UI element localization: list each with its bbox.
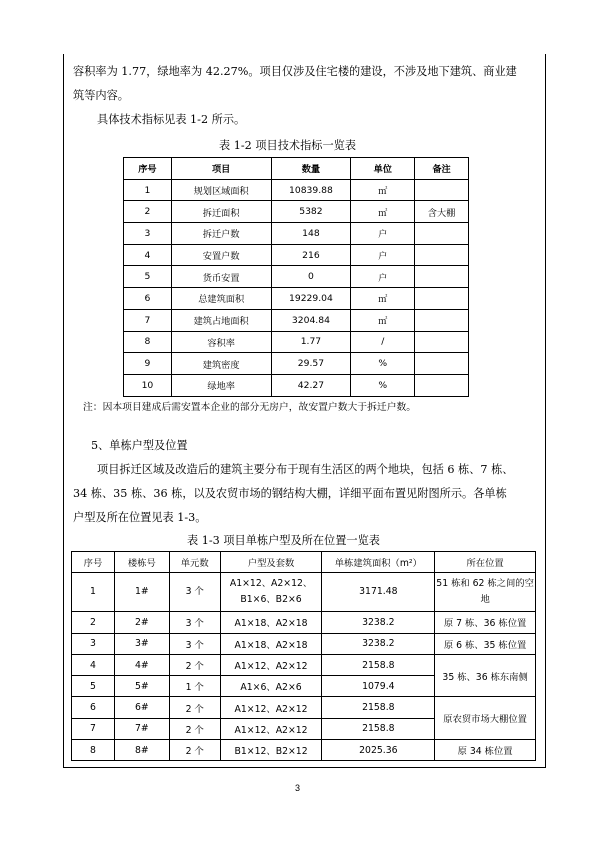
cell-type: B1×12、B2×12: [220, 740, 322, 761]
header-cell: 楼栋号: [114, 552, 169, 573]
building-layout-table: [71, 551, 536, 761]
cell-type: A1×6、A2×6: [220, 676, 322, 697]
table-row: [124, 179, 469, 201]
cell-type-line: B1×6、B2×6: [240, 594, 302, 606]
table-row: [124, 309, 469, 331]
cell-item: 拆迁面积: [171, 201, 271, 223]
cell-quantity: 1.77: [271, 331, 351, 353]
cell-units: 3 个: [169, 573, 220, 612]
cell-type: A1×18、A2×18: [220, 612, 322, 633]
technical-indicators-table: [123, 157, 469, 397]
cell-area: 2158.8: [322, 654, 435, 675]
cell-no: 2: [72, 612, 115, 633]
cell-no: 8: [124, 331, 172, 353]
cell-quantity: 5382: [271, 201, 351, 223]
cell-units: 3 个: [169, 612, 220, 633]
cell-units: 1 个: [169, 676, 220, 697]
header-cell: 单位: [351, 158, 415, 180]
cell-item: 货币安置: [171, 266, 271, 288]
cell-unit: 户: [351, 244, 415, 266]
cell-unit: ㎡: [351, 179, 415, 201]
cell-quantity: 29.57: [271, 353, 351, 375]
intro-line-3: 具体技术指标见表 1-2 所示。: [97, 113, 246, 126]
cell-remark: [415, 374, 469, 396]
cell-unit: 户: [351, 266, 415, 288]
cell-quantity: 148: [271, 223, 351, 245]
cell-no: 6: [72, 697, 115, 718]
cell-type-line: A1×12、A2×12、: [229, 578, 313, 590]
header-cell: 户型及套数: [220, 552, 322, 573]
cell-area: 3238.2: [322, 612, 435, 633]
header-cell: 序号: [124, 158, 172, 180]
table-row: [124, 288, 469, 310]
cell-remark: [415, 309, 469, 331]
section-5-line-3: 户型及所在位置见表 1-3。: [73, 511, 207, 524]
cell-remark: [415, 244, 469, 266]
cell-quantity: 10839.88: [271, 179, 351, 201]
header-cell: 备注: [415, 158, 469, 180]
cell-quantity: 42.27: [271, 374, 351, 396]
cell-quantity: 216: [271, 244, 351, 266]
cell-remark: [415, 266, 469, 288]
cell-building: 2#: [114, 612, 169, 633]
cell-building: 1#: [114, 573, 169, 612]
cell-building: 7#: [114, 718, 169, 739]
cell-location: 35 栋、36 栋东南侧: [435, 654, 536, 697]
cell-item: 建筑密度: [171, 353, 271, 375]
cell-location: 原 7 栋、36 栋位置: [435, 612, 536, 633]
table-row: [124, 201, 469, 223]
cell-location: 51 栋和 62 栋之间的空地: [435, 573, 536, 612]
cell-item: 绿地率: [171, 374, 271, 396]
cell-no: 9: [124, 353, 172, 375]
cell-no: 10: [124, 374, 172, 396]
cell-type: A1×12、A2×12: [220, 718, 322, 739]
table-row: [124, 353, 469, 375]
cell-type: A1×12、A2×12: [220, 654, 322, 675]
table-row: [72, 573, 536, 612]
cell-no: 5: [72, 676, 115, 697]
cell-type: A1×18、A2×18: [220, 633, 322, 654]
cell-remark: [415, 223, 469, 245]
cell-unit: ㎡: [351, 201, 415, 223]
cell-no: 2: [124, 201, 172, 223]
cell-area: 2025.36: [322, 740, 435, 761]
cell-units: 2 个: [169, 654, 220, 675]
cell-unit: ㎡: [351, 309, 415, 331]
cell-unit: ㎡: [351, 288, 415, 310]
table-1-2-note: 注：因本项目建成后需安置本企业的部分无房户，故安置户数大于拆迁户数。: [83, 402, 417, 413]
cell-area: 3171.48: [322, 573, 435, 612]
cell-quantity: 3204.84: [271, 309, 351, 331]
cell-units: 2 个: [169, 740, 220, 761]
table-row: [124, 223, 469, 245]
intro-line-1: 容积率为 1.77，绿地率为 42.27%。项目仅涉及住宅楼的建设，不涉及地下建筑、商业建: [73, 65, 517, 78]
cell-building: 4#: [114, 654, 169, 675]
cell-building: 5#: [114, 676, 169, 697]
table-row: [124, 331, 469, 353]
cell-no: 3: [72, 633, 115, 654]
cell-no: 5: [124, 266, 172, 288]
cell-building: 6#: [114, 697, 169, 718]
header-cell: 所在位置: [435, 552, 536, 573]
cell-location: 原农贸市场大棚位置: [435, 697, 536, 740]
cell-remark: [415, 331, 469, 353]
header-cell: 数量: [271, 158, 351, 180]
cell-remark: [415, 353, 469, 375]
table-row: [124, 374, 469, 396]
table-1-2-caption: 表 1-2 项目技术指标一览表: [219, 139, 357, 152]
cell-item: 拆迁户数: [171, 223, 271, 245]
cell-no: 6: [124, 288, 172, 310]
header-cell: 项目: [171, 158, 271, 180]
table-row: [124, 266, 469, 288]
cell-item: 安置户数: [171, 244, 271, 266]
table-row: [72, 654, 536, 675]
cell-unit: %: [351, 353, 415, 375]
cell-area: 2158.8: [322, 718, 435, 739]
table-1-3-caption: 表 1-3 项目单栋户型及所在位置一览表: [187, 534, 380, 547]
cell-remark: [415, 179, 469, 201]
cell-no: 4: [72, 654, 115, 675]
cell-no: 4: [124, 244, 172, 266]
table-header-row: [72, 552, 536, 573]
cell-area: 1079.4: [322, 676, 435, 697]
cell-location: 原 6 栋、35 栋位置: [435, 633, 536, 654]
cell-area: 3238.2: [322, 633, 435, 654]
page-number: 3: [294, 783, 300, 793]
cell-units: 3 个: [169, 633, 220, 654]
header-cell: 序号: [72, 552, 115, 573]
cell-no: 1: [124, 179, 172, 201]
cell-remark: [415, 288, 469, 310]
cell-units: 2 个: [169, 697, 220, 718]
cell-remark: 含大棚: [415, 201, 469, 223]
header-cell: 单栋建筑面积（m²）: [322, 552, 435, 573]
cell-item: 容积率: [171, 331, 271, 353]
cell-item: 总建筑面积: [171, 288, 271, 310]
cell-building: 8#: [114, 740, 169, 761]
cell-unit: %: [351, 374, 415, 396]
section-5-line-1: 项目拆迁区域及改造后的建筑主要分布于现有生活区的两个地块，包括 6 栋、7 栋、: [97, 463, 514, 476]
table-row: [72, 740, 536, 761]
table-row: [124, 244, 469, 266]
cell-type: A1×12、A2×12: [220, 697, 322, 718]
section-5-line-2: 34 栋、35 栋、36 栋，以及农贸市场的钢结构大棚，详细平面布置见附图所示。各单栋: [73, 487, 507, 500]
cell-quantity: 19229.04: [271, 288, 351, 310]
cell-no: 3: [124, 223, 172, 245]
intro-line-2: 筑等内容。: [73, 89, 129, 102]
table-row: [72, 697, 536, 718]
table-row: [72, 612, 536, 633]
header-cell: 单元数: [169, 552, 220, 573]
cell-item: 建筑占地面积: [171, 309, 271, 331]
cell-no: 7: [124, 309, 172, 331]
cell-unit: /: [351, 331, 415, 353]
cell-no: 1: [72, 573, 115, 612]
cell-area: 2158.8: [322, 697, 435, 718]
cell-type: [220, 573, 322, 612]
table-row: [72, 633, 536, 654]
table-header-row: [124, 158, 469, 180]
cell-building: 3#: [114, 633, 169, 654]
cell-no: 8: [72, 740, 115, 761]
section-5-heading: 5、单栋户型及位置: [91, 439, 188, 452]
cell-no: 7: [72, 718, 115, 739]
cell-unit: 户: [351, 223, 415, 245]
cell-location: 原 34 栋位置: [435, 740, 536, 761]
cell-units: 2 个: [169, 718, 220, 739]
cell-quantity: 0: [271, 266, 351, 288]
cell-item: 规划区域面积: [171, 179, 271, 201]
